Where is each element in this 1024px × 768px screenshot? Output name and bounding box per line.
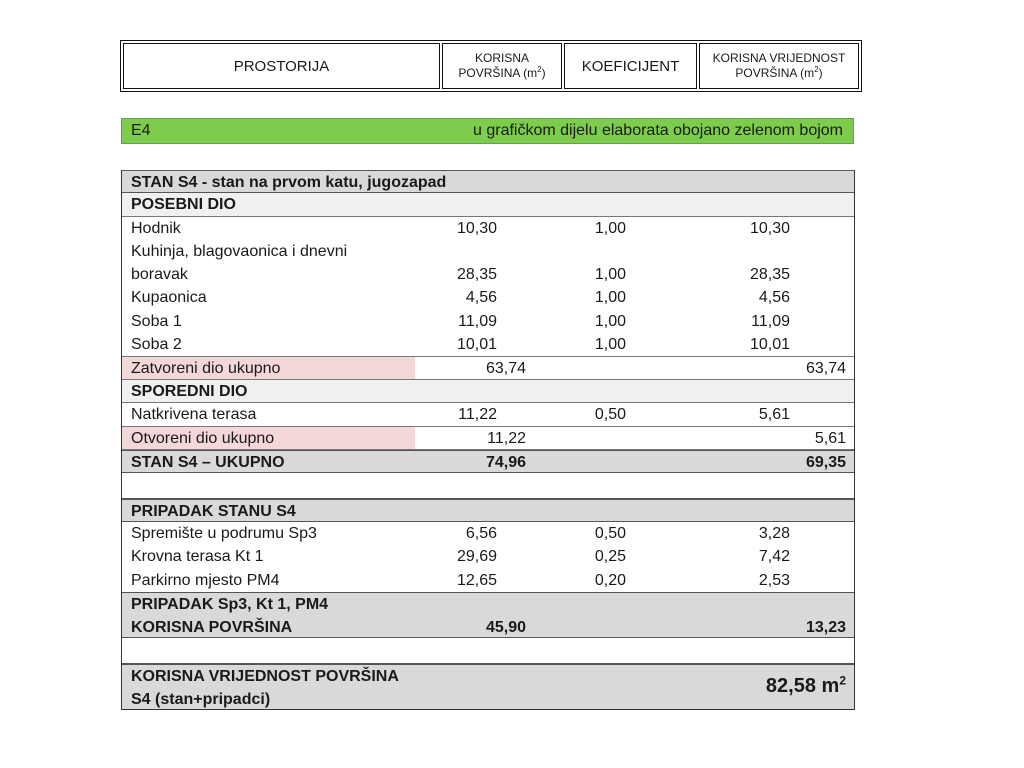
terasa-coef: 0,50	[594, 405, 626, 423]
table-row	[122, 310, 854, 333]
pripadak-value: 2,53	[758, 571, 790, 589]
room-name: Hodnik	[131, 219, 181, 237]
zatvoreni-label: Zatvoreni dio ukupno	[131, 360, 281, 378]
otvoreni-area: 11,22	[487, 430, 526, 448]
grand-total-line1: KORISNA VRIJEDNOST POVRŠINA	[131, 668, 399, 686]
room-coef: 1,00	[594, 336, 626, 354]
pripadak-value: 7,42	[758, 548, 790, 566]
grand-total-label	[131, 665, 399, 711]
room-area: 10,01	[456, 336, 497, 354]
otvoreni-value: 5,61	[814, 430, 846, 448]
terasa-value: 5,61	[758, 405, 790, 423]
pripadak-title: PRIPADAK STANU S4	[131, 502, 296, 520]
grand-total-sup: 2	[839, 673, 846, 688]
grand-total-row	[122, 664, 854, 710]
pripadak-name: Krovna terasa Kt 1	[131, 548, 264, 566]
pripadak-area: 12,65	[456, 571, 497, 589]
room-coef: 1,00	[594, 266, 626, 284]
pripadak-sum-row	[122, 592, 854, 638]
room-value: 10,30	[749, 219, 790, 237]
room-value: 10,01	[749, 336, 790, 354]
pripadak-value: 3,28	[758, 525, 790, 543]
unit-note: u grafičkom dijelu elaborata obojano zelenom bojom	[473, 122, 843, 139]
pripadak-sum-label	[131, 593, 328, 639]
room-value: 28,35	[749, 266, 790, 284]
terasa-area: 11,22	[458, 405, 497, 423]
pripadak-sum-value: 13,23	[805, 619, 846, 637]
header-koeficijent	[564, 43, 697, 89]
pripadak-coef: 0,20	[594, 571, 626, 589]
table-row	[122, 545, 854, 568]
area-table	[121, 170, 855, 710]
sporedni-title-row	[122, 380, 854, 403]
header-prostorija-label: PROSTORIJA	[233, 57, 330, 75]
grand-total-number: 82,58 m	[765, 675, 840, 698]
table-row	[122, 403, 854, 426]
table-header	[120, 40, 862, 92]
pripadak-sum-line1: PRIPADAK Sp3, Kt 1, PM4	[131, 596, 329, 614]
table-row	[122, 333, 854, 356]
pripadak-coef: 0,25	[594, 548, 626, 566]
grand-total-line2: S4 (stan+pripadci)	[131, 691, 271, 709]
zatvoreni-row	[122, 356, 854, 379]
pripadak-sum-line2: KORISNA POVRŠINA	[131, 619, 293, 637]
room-value: 4,56	[758, 289, 790, 307]
header-vrijednost-sup: 2	[814, 65, 819, 74]
unit-code: E4	[131, 122, 151, 139]
posebni-title-row	[122, 193, 854, 216]
pripadak-sum-area: 45,90	[485, 619, 526, 637]
pripadak-area: 6,56	[465, 525, 497, 543]
table-row	[122, 569, 854, 592]
table-row	[122, 286, 854, 309]
terasa-name: Natkrivena terasa	[131, 405, 257, 423]
header-korisna-line2: POVRŠINA (m	[458, 66, 538, 80]
pripadak-name: Parkirno mjesto PM4	[131, 571, 280, 589]
header-korisna-vrijednost	[699, 43, 859, 89]
otvoreni-label: Otvoreni dio ukupno	[131, 430, 275, 448]
header-vrijednost-line1: KORISNA VRIJEDNOST	[712, 51, 846, 65]
table-row	[122, 263, 854, 286]
table-row	[122, 522, 854, 545]
table-row	[122, 217, 854, 240]
stan-total-value: 69,35	[805, 453, 846, 471]
header-prostorija	[123, 43, 440, 89]
zatvoreni-area: 63,74	[485, 360, 526, 378]
table-row	[122, 240, 854, 263]
header-vrijednost-line2: POVRŠINA (m	[735, 66, 815, 80]
room-name: Kuhinja, blagovaonica i dnevni	[131, 242, 348, 260]
grand-total-value	[766, 675, 846, 698]
zatvoreni-value: 63,74	[805, 360, 846, 378]
stan-total-area: 74,96	[485, 453, 526, 471]
header-korisna-end: )	[541, 66, 546, 80]
header-koeficijent-label: KOEFICIJENT	[581, 57, 680, 75]
room-coef: 1,00	[594, 312, 626, 330]
pripadak-name: Spremište u podrumu Sp3	[131, 525, 317, 543]
otvoreni-row	[122, 426, 854, 449]
room-name: Soba 2	[131, 336, 182, 354]
room-name: Soba 1	[131, 312, 182, 330]
room-area: 10,30	[456, 219, 497, 237]
header-korisna-sup: 2	[537, 65, 542, 74]
stan-title: STAN S4 - stan na prvom katu, jugozapad	[131, 174, 447, 191]
spacer-row	[122, 638, 854, 664]
stan-total-label: STAN S4 – UKUPNO	[131, 453, 285, 471]
pripadak-coef: 0,50	[594, 525, 626, 543]
room-value: 11,09	[751, 312, 790, 330]
room-area: 28,35	[456, 266, 497, 284]
stan-total-row	[122, 450, 854, 473]
pripadak-title-row	[122, 499, 854, 522]
room-name: Kupaonica	[131, 289, 207, 307]
header-korisna-povrsina	[442, 43, 562, 89]
stan-title-row	[122, 170, 854, 193]
room-coef: 1,00	[594, 289, 626, 307]
unit-banner	[121, 118, 854, 144]
room-coef: 1,00	[594, 219, 626, 237]
posebni-title: POSEBNI DIO	[131, 196, 236, 214]
pripadak-area: 29,69	[456, 548, 497, 566]
room-area: 4,56	[465, 289, 497, 307]
spacer-row	[122, 473, 854, 499]
sporedni-title: SPOREDNI DIO	[131, 382, 248, 400]
room-area: 11,09	[458, 312, 497, 330]
header-vrijednost-end: )	[818, 66, 823, 80]
header-korisna-line1: KORISNA	[474, 51, 529, 65]
room-name: boravak	[131, 266, 188, 284]
